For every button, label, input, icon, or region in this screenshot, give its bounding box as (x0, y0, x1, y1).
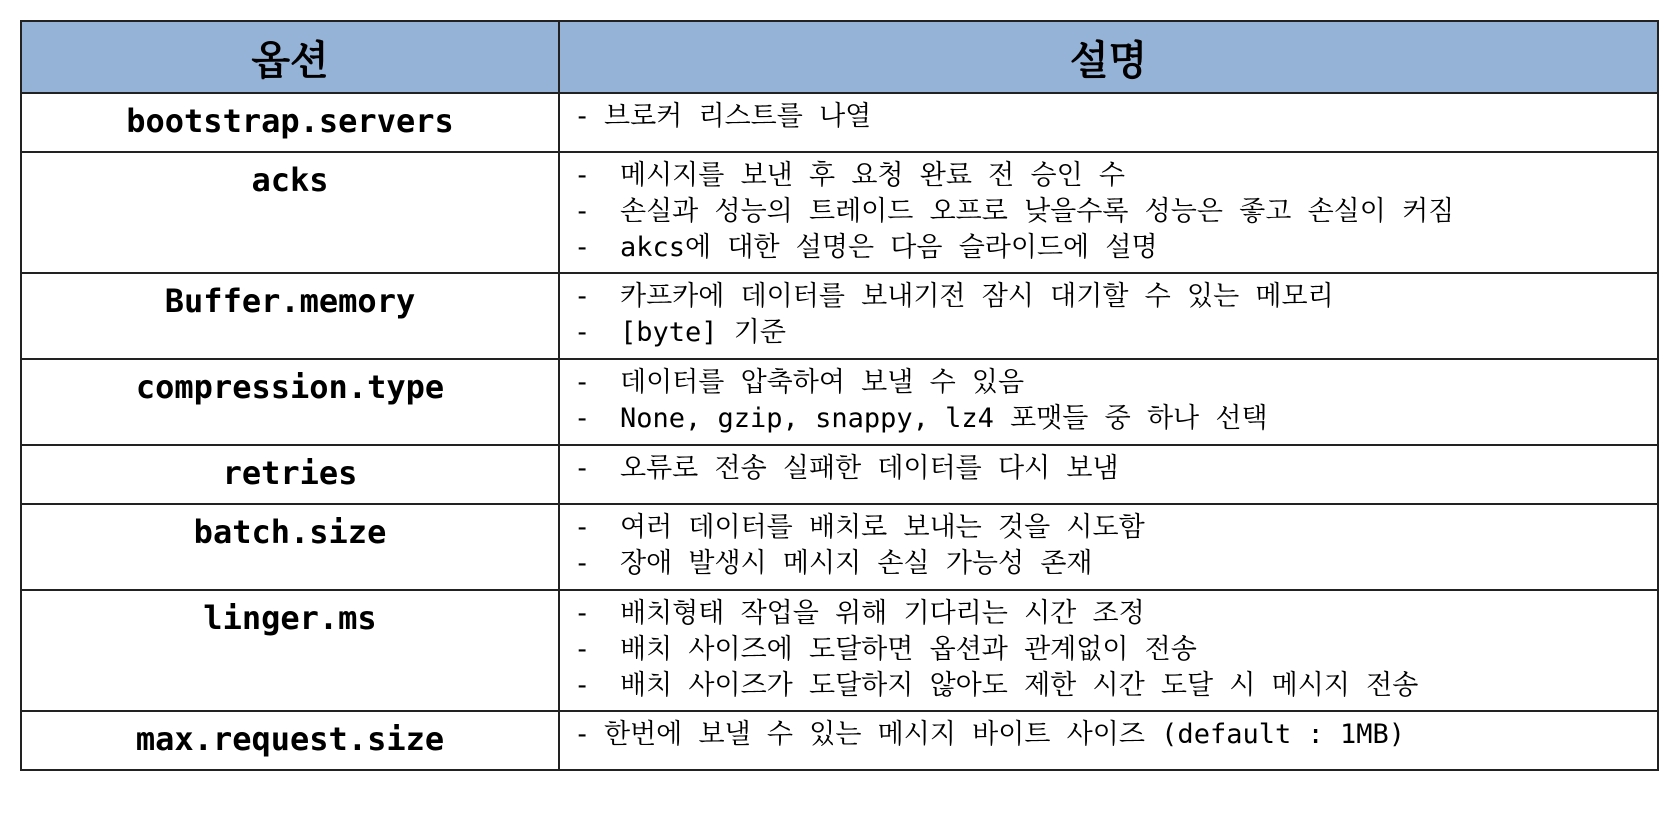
description-text: 장애 발생시 메시지 손실 가능성 존재 (620, 548, 1093, 579)
option-description (559, 590, 1658, 711)
option-name: retries (21, 445, 559, 504)
description-line (574, 315, 1649, 351)
description-line (574, 194, 1649, 230)
bullet-dash: - (574, 101, 591, 132)
option-name: compression.type (21, 359, 559, 445)
description-line (574, 510, 1649, 546)
description-line (574, 365, 1649, 401)
description-text: 데이터를 압축하여 보낼 수 있음 (620, 367, 1025, 398)
bullet-dash: - (574, 548, 591, 579)
description-text: 손실과 성능의 트레이드 오프로 낮을수록 성능은 좋고 손실이 커짐 (620, 196, 1455, 227)
option-name: Buffer.memory (21, 273, 559, 359)
bullet-dash: - (574, 367, 591, 398)
bullet-dash: - (574, 281, 591, 312)
description-line (574, 596, 1649, 632)
option-name: linger.ms (21, 590, 559, 711)
bullet-dash: - (574, 403, 591, 434)
table-row (21, 359, 1658, 445)
option-description (559, 711, 1658, 770)
table-row (21, 590, 1658, 711)
bullet-dash: - (574, 453, 591, 484)
option-name: acks (21, 152, 559, 273)
table-row (21, 273, 1658, 359)
option-description (559, 273, 1658, 359)
bullet-dash: - (574, 598, 591, 629)
description-line (574, 401, 1649, 437)
description-text: akcs에 대한 설명은 다음 슬라이드에 설명 (620, 232, 1158, 263)
description-line (574, 717, 1649, 753)
description-text: 한번에 보낼 수 있는 메시지 바이트 사이즈 (default : 1MB) (604, 719, 1406, 750)
description-line (574, 279, 1649, 315)
description-line (574, 158, 1649, 194)
description-text: 배치 사이즈에 도달하면 옵션과 관계없이 전송 (620, 634, 1197, 665)
description-line (574, 632, 1649, 668)
description-line (574, 668, 1649, 704)
table-row (21, 711, 1658, 770)
description-text: 브로커 리스트를 나열 (604, 101, 872, 132)
description-text: 카프카에 데이터를 보내기전 잠시 대기할 수 있는 메모리 (620, 281, 1334, 312)
bullet-dash: - (574, 232, 591, 263)
option-name: bootstrap.servers (21, 93, 559, 152)
description-line (574, 451, 1649, 487)
option-name: batch.size (21, 504, 559, 590)
bullet-dash: - (574, 634, 591, 665)
description-text: 메시지를 보낸 후 요청 완료 전 승인 수 (620, 160, 1126, 191)
description-text: 오류로 전송 실패한 데이터를 다시 보냄 (620, 453, 1119, 484)
table-row (21, 445, 1658, 504)
description-line (574, 230, 1649, 266)
bullet-dash: - (574, 719, 591, 750)
option-column-header: 옵션 (21, 21, 559, 93)
option-name: max.request.size (21, 711, 559, 770)
bullet-dash: - (574, 512, 591, 543)
description-text: 배치형태 작업을 위해 기다리는 시간 조정 (620, 598, 1145, 629)
bullet-dash: - (574, 317, 591, 348)
description-column-header: 설명 (559, 21, 1658, 93)
table-row (21, 152, 1658, 273)
bullet-dash: - (574, 160, 591, 191)
options-table (20, 20, 1659, 771)
bullet-dash: - (574, 670, 591, 701)
description-line (574, 99, 1649, 135)
option-description (559, 359, 1658, 445)
table-row (21, 504, 1658, 590)
description-text: 배치 사이즈가 도달하지 않아도 제한 시간 도달 시 메시지 전송 (620, 670, 1419, 701)
bullet-dash: - (574, 196, 591, 227)
option-description (559, 504, 1658, 590)
table-row (21, 93, 1658, 152)
description-text: None, gzip, snappy, lz4 포맷들 중 하나 선택 (620, 403, 1268, 434)
option-description (559, 93, 1658, 152)
option-description (559, 445, 1658, 504)
header-row (21, 21, 1658, 93)
description-text: 여러 데이터를 배치로 보내는 것을 시도함 (620, 512, 1145, 543)
description-text: [byte] 기준 (620, 317, 786, 348)
option-description (559, 152, 1658, 273)
description-line (574, 546, 1649, 582)
